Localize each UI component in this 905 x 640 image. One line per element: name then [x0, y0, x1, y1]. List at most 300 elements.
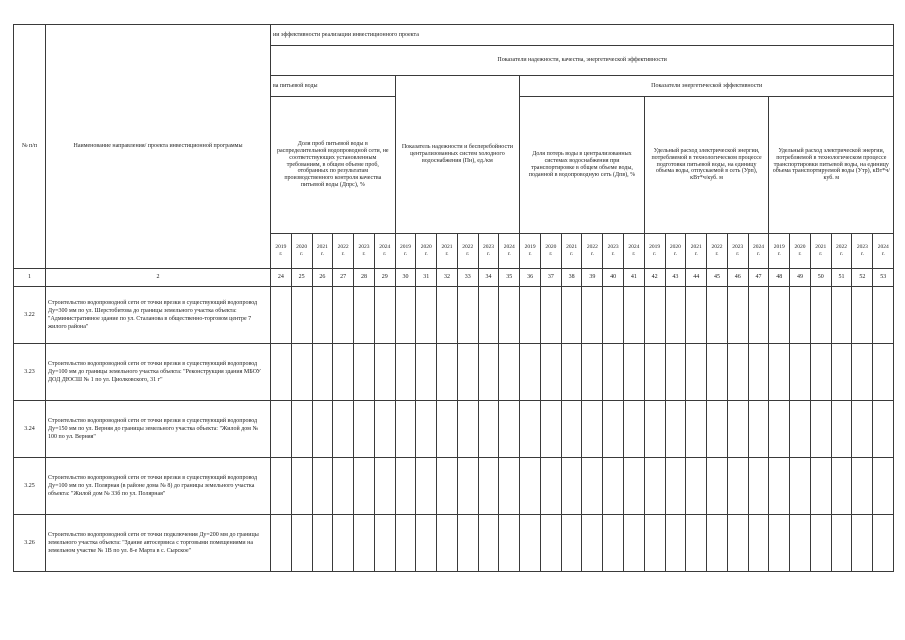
header-group-4: Удельный расход электрической энергии, потребляемой в технологическом процессе подготовки питьевой воды, на единицу объема воды, отпускаемой в сеть (Урп), кВт*ч/куб. м [644, 97, 769, 234]
year-suffix: г. [777, 251, 781, 257]
year-suffix: г. [798, 251, 802, 257]
index-cell: 33 [457, 269, 478, 287]
value-cell [354, 344, 375, 401]
value-cell [478, 458, 499, 515]
value-cell [665, 401, 686, 458]
value-cell [561, 515, 582, 572]
value-cell [665, 344, 686, 401]
year-suffix: г. [279, 251, 283, 257]
value-cell [603, 344, 624, 401]
row-project-name: Строительство водопроводной сети от точки врезки в существующий водопровод Ду=100 мм по ул. Полярная (в районе дома № 8) до границы земельного участка объекта: "Жилой дом № 33б по ул. Полярная" [46, 458, 271, 515]
year-value: 2024 [503, 244, 515, 251]
value-cell [291, 515, 312, 572]
row-number: 3.24 [14, 401, 46, 458]
value-cell [810, 344, 831, 401]
year-cell [333, 234, 354, 269]
index-cell: 45 [707, 269, 728, 287]
year-cell [624, 234, 645, 269]
year-cell [291, 234, 312, 269]
year-cell [540, 234, 561, 269]
index-cell: 36 [520, 269, 541, 287]
value-cell [810, 401, 831, 458]
value-cell [499, 515, 520, 572]
value-cell [520, 515, 541, 572]
year-suffix: г. [653, 251, 657, 257]
year-value: 2020 [420, 244, 432, 251]
value-cell [540, 401, 561, 458]
value-cell [333, 458, 354, 515]
value-cell [354, 458, 375, 515]
index-cell: 30 [395, 269, 416, 287]
year-suffix: г. [840, 251, 844, 257]
index-cell: 40 [603, 269, 624, 287]
value-cell [852, 287, 873, 344]
value-cell [707, 287, 728, 344]
index-row [14, 269, 894, 287]
value-cell [769, 458, 790, 515]
value-cell [748, 344, 769, 401]
value-cell [312, 515, 333, 572]
value-cell [271, 515, 292, 572]
index-cell: 38 [561, 269, 582, 287]
year-cell [810, 234, 831, 269]
value-cell [291, 401, 312, 458]
year-cell [437, 234, 458, 269]
year-value: 2020 [669, 244, 681, 251]
value-cell [457, 458, 478, 515]
value-cell [852, 515, 873, 572]
value-cell [790, 344, 811, 401]
value-cell [624, 287, 645, 344]
year-cell [416, 234, 437, 269]
year-suffix: г. [362, 251, 366, 257]
value-cell [852, 401, 873, 458]
year-value: 2022 [711, 244, 723, 251]
year-suffix: г. [507, 251, 511, 257]
value-cell [416, 515, 437, 572]
year-suffix: г. [881, 251, 885, 257]
value-cell [395, 287, 416, 344]
value-cell [374, 458, 395, 515]
value-cell [873, 458, 894, 515]
index-cell: 27 [333, 269, 354, 287]
value-cell [395, 401, 416, 458]
year-value: 2024 [877, 244, 889, 251]
value-cell [312, 287, 333, 344]
value-cell [478, 401, 499, 458]
value-cell [520, 458, 541, 515]
value-cell [748, 401, 769, 458]
year-value: 2022 [337, 244, 349, 251]
year-cell [520, 234, 541, 269]
year-suffix: г. [549, 251, 553, 257]
value-cell [582, 401, 603, 458]
year-value: 2023 [483, 244, 495, 251]
index-cell: 44 [686, 269, 707, 287]
index-cell: 35 [499, 269, 520, 287]
value-cell [769, 344, 790, 401]
value-cell [707, 344, 728, 401]
index-cell: 32 [437, 269, 458, 287]
year-value: 2019 [275, 244, 287, 251]
index-cell: 46 [727, 269, 748, 287]
value-cell [457, 401, 478, 458]
table-row [14, 287, 894, 344]
year-value: 2021 [690, 244, 702, 251]
year-cell [561, 234, 582, 269]
value-cell [271, 287, 292, 344]
value-cell [727, 458, 748, 515]
year-suffix: г. [632, 251, 636, 257]
value-cell [354, 515, 375, 572]
header-num: № п/п [14, 25, 46, 269]
index-cell: 43 [665, 269, 686, 287]
value-cell [354, 287, 375, 344]
value-cell [707, 515, 728, 572]
value-cell [561, 401, 582, 458]
value-cell [582, 515, 603, 572]
header-energy: Показатели энергетической эффективности [520, 76, 894, 97]
value-cell [271, 401, 292, 458]
value-cell [540, 515, 561, 572]
year-cell [769, 234, 790, 269]
year-value: 2019 [524, 244, 536, 251]
header-group-2: Показатель надежности и бесперебойности централизованных систем холодного водоснабжения (Пн), ед./км [395, 76, 520, 234]
value-cell [499, 344, 520, 401]
value-cell [769, 515, 790, 572]
year-cell [603, 234, 624, 269]
header-group-3: Доля потерь воды в централизованных системах водоснабжения при транспортировке в общем объеме воды, поданной в водопроводную сеть (Дпв), % [520, 97, 645, 234]
row-project-name: Строительство водопроводной сети от точки врезки в существующий водопровод Ду=100 мм до границы земельного участка объекта: "Реконструкция здания МБОУ ДОД ДЮСШ № 1 по ул. Циолковского, 31 г" [46, 344, 271, 401]
value-cell [540, 344, 561, 401]
year-value: 2024 [379, 244, 391, 251]
index-cell: 24 [271, 269, 292, 287]
year-value: 2022 [586, 244, 598, 251]
value-cell [374, 287, 395, 344]
index-cell: 25 [291, 269, 312, 287]
year-cell [457, 234, 478, 269]
value-cell [852, 458, 873, 515]
year-cell [852, 234, 873, 269]
value-cell [707, 401, 728, 458]
index-cell: 47 [748, 269, 769, 287]
value-cell [790, 401, 811, 458]
year-suffix: г. [466, 251, 470, 257]
header-name: Наименование направления/ проекта инвестиционной программы [46, 25, 271, 269]
value-cell [727, 287, 748, 344]
value-cell [810, 458, 831, 515]
value-cell [312, 401, 333, 458]
year-cell [374, 234, 395, 269]
year-value: 2024 [752, 244, 764, 251]
year-suffix: г. [819, 251, 823, 257]
row-number: 3.22 [14, 287, 46, 344]
row-project-name: Строительство водопроводной сети от точки врезки в существующий водопровод Ду=300 мм по ул. Шерстобитова до границы земельного участка объекта: "Административное здание по ул. Сталанова в общественно-торговом центре 7 жилого района" [46, 287, 271, 344]
value-cell [644, 458, 665, 515]
year-suffix: г. [341, 251, 345, 257]
year-suffix: г. [445, 251, 449, 257]
year-cell [790, 234, 811, 269]
value-cell [873, 515, 894, 572]
value-cell [333, 287, 354, 344]
year-cell [686, 234, 707, 269]
year-cell [478, 234, 499, 269]
year-cell [748, 234, 769, 269]
row-number: 3.25 [14, 458, 46, 515]
index-cell: 39 [582, 269, 603, 287]
index-cell: 42 [644, 269, 665, 287]
table-row [14, 401, 894, 458]
value-cell [603, 515, 624, 572]
year-value: 2023 [732, 244, 744, 251]
value-cell [333, 515, 354, 572]
value-cell [416, 401, 437, 458]
year-value: 2021 [815, 244, 827, 251]
year-suffix: г. [715, 251, 719, 257]
value-cell [831, 401, 852, 458]
value-cell [665, 287, 686, 344]
value-cell [437, 458, 458, 515]
value-cell [748, 458, 769, 515]
value-cell [291, 344, 312, 401]
value-cell [499, 458, 520, 515]
year-cell [644, 234, 665, 269]
value-cell [624, 344, 645, 401]
value-cell [727, 401, 748, 458]
table-row [14, 515, 894, 572]
value-cell [624, 401, 645, 458]
year-value: 2019 [399, 244, 411, 251]
year-cell [582, 234, 603, 269]
value-cell [644, 401, 665, 458]
year-value: 2021 [441, 244, 453, 251]
value-cell [478, 344, 499, 401]
value-cell [852, 344, 873, 401]
row-project-name: Строительство водопроводной сети от точки врезки в существующий водопровод Ду=150 мм по ул. Верняя до границы земельного участка объекта: "Жилой дом № 100 по ул. Верняя" [46, 401, 271, 458]
value-cell [395, 458, 416, 515]
index-cell: 28 [354, 269, 375, 287]
value-cell [291, 458, 312, 515]
value-cell [520, 287, 541, 344]
value-cell [769, 401, 790, 458]
index-cell: 51 [831, 269, 852, 287]
year-cell [831, 234, 852, 269]
year-suffix: г. [673, 251, 677, 257]
value-cell [561, 344, 582, 401]
year-suffix: г. [383, 251, 387, 257]
value-cell [291, 287, 312, 344]
year-suffix: г. [320, 251, 324, 257]
year-suffix: г. [756, 251, 760, 257]
index-cell-first: 1 [14, 269, 46, 287]
year-value: 2021 [316, 244, 328, 251]
value-cell [395, 515, 416, 572]
value-cell [354, 401, 375, 458]
value-cell [686, 344, 707, 401]
year-suffix: г. [403, 251, 407, 257]
year-suffix: г. [570, 251, 574, 257]
value-cell [312, 344, 333, 401]
value-cell [831, 515, 852, 572]
table-row [14, 344, 894, 401]
investment-program-table [13, 24, 893, 567]
value-cell [748, 515, 769, 572]
header-reliability: Показатели надежности, качества, энергетической эффективности [271, 46, 894, 76]
value-cell [748, 287, 769, 344]
value-cell [271, 458, 292, 515]
value-cell [665, 515, 686, 572]
value-cell [540, 458, 561, 515]
value-cell [457, 287, 478, 344]
indicators-table [13, 24, 894, 572]
value-cell [561, 287, 582, 344]
row-number: 3.23 [14, 344, 46, 401]
value-cell [686, 458, 707, 515]
year-value: 2024 [628, 244, 640, 251]
year-suffix: г. [528, 251, 532, 257]
value-cell [457, 344, 478, 401]
year-value: 2019 [649, 244, 661, 251]
index-cell: 50 [810, 269, 831, 287]
value-cell [624, 515, 645, 572]
value-cell [644, 344, 665, 401]
value-cell [499, 287, 520, 344]
value-cell [686, 401, 707, 458]
year-cell [665, 234, 686, 269]
value-cell [457, 515, 478, 572]
year-cell [727, 234, 748, 269]
year-suffix: г. [590, 251, 594, 257]
value-cell [810, 515, 831, 572]
year-value: 2020 [296, 244, 308, 251]
value-cell [437, 515, 458, 572]
index-cell: 34 [478, 269, 499, 287]
value-cell [582, 287, 603, 344]
value-cell [727, 344, 748, 401]
index-cell: 29 [374, 269, 395, 287]
year-suffix: г. [694, 251, 698, 257]
value-cell [686, 515, 707, 572]
year-cell [873, 234, 894, 269]
year-cell [707, 234, 728, 269]
year-suffix: г. [611, 251, 615, 257]
value-cell [416, 287, 437, 344]
value-cell [582, 458, 603, 515]
value-cell [790, 515, 811, 572]
value-cell [873, 344, 894, 401]
value-cell [478, 287, 499, 344]
value-cell [271, 344, 292, 401]
value-cell [437, 287, 458, 344]
index-cell-second: 2 [46, 269, 271, 287]
year-suffix: г. [736, 251, 740, 257]
year-value: 2019 [773, 244, 785, 251]
value-cell [707, 458, 728, 515]
index-cell: 52 [852, 269, 873, 287]
year-suffix: г. [860, 251, 864, 257]
header-group-5: Удельный расход электрической энергии, потребляемой в технологическом процессе транспортировки питьевой воды, на единицу объема транспортируемой воды (Утр), кВт*ч/куб. м [769, 97, 894, 234]
year-suffix: г. [424, 251, 428, 257]
value-cell [831, 458, 852, 515]
year-value: 2020 [794, 244, 806, 251]
year-value: 2023 [607, 244, 619, 251]
year-value: 2023 [358, 244, 370, 251]
value-cell [790, 287, 811, 344]
value-cell [873, 287, 894, 344]
value-cell [810, 287, 831, 344]
year-value: 2022 [462, 244, 474, 251]
header-efficiency-title: ии эффективности реализации инвестиционного проекта [271, 25, 894, 46]
value-cell [644, 515, 665, 572]
value-cell [624, 458, 645, 515]
header-row-1 [14, 25, 894, 46]
year-cell [312, 234, 333, 269]
value-cell [790, 458, 811, 515]
value-cell [686, 287, 707, 344]
value-cell [437, 344, 458, 401]
value-cell [374, 401, 395, 458]
value-cell [665, 458, 686, 515]
header-group-1: Доля проб питьевой воды в распределительной водопроводной сети, не соответствующих установленным требованиям, в общем объеме проб, отобранных по результатам производственного контроля качества питьевой воды (Дпрс), % [271, 97, 396, 234]
index-cell: 49 [790, 269, 811, 287]
value-cell [437, 401, 458, 458]
value-cell [478, 515, 499, 572]
index-cell: 41 [624, 269, 645, 287]
value-cell [416, 458, 437, 515]
year-cell [271, 234, 292, 269]
index-cell: 31 [416, 269, 437, 287]
value-cell [374, 515, 395, 572]
value-cell [603, 401, 624, 458]
year-suffix: г. [300, 251, 304, 257]
value-cell [769, 287, 790, 344]
index-cell: 53 [873, 269, 894, 287]
value-cell [727, 515, 748, 572]
year-cell [395, 234, 416, 269]
value-cell [333, 344, 354, 401]
year-cell [354, 234, 375, 269]
value-cell [520, 344, 541, 401]
value-cell [333, 401, 354, 458]
index-cell: 48 [769, 269, 790, 287]
row-number: 3.26 [14, 515, 46, 572]
index-cell: 26 [312, 269, 333, 287]
value-cell [603, 287, 624, 344]
value-cell [540, 287, 561, 344]
year-suffix: г. [487, 251, 491, 257]
index-cell: 37 [540, 269, 561, 287]
year-value: 2022 [836, 244, 848, 251]
value-cell [520, 401, 541, 458]
value-cell [831, 344, 852, 401]
value-cell [582, 344, 603, 401]
value-cell [603, 458, 624, 515]
value-cell [395, 344, 416, 401]
value-cell [561, 458, 582, 515]
value-cell [312, 458, 333, 515]
value-cell [644, 287, 665, 344]
value-cell [374, 344, 395, 401]
row-project-name: Строительство водопроводной сети от точки подключения Ду=200 мм до границы земельного участка объекта: "Здание автосервиса с торговыми помещениями на земельном участке № 1В по ул. 8-е Марта в с. Сырское" [46, 515, 271, 572]
value-cell [416, 344, 437, 401]
year-cell [499, 234, 520, 269]
year-value: 2020 [545, 244, 557, 251]
year-value: 2023 [856, 244, 868, 251]
header-quality: ва питьевой воды [271, 76, 396, 97]
table-row [14, 458, 894, 515]
value-cell [831, 287, 852, 344]
year-value: 2021 [566, 244, 578, 251]
